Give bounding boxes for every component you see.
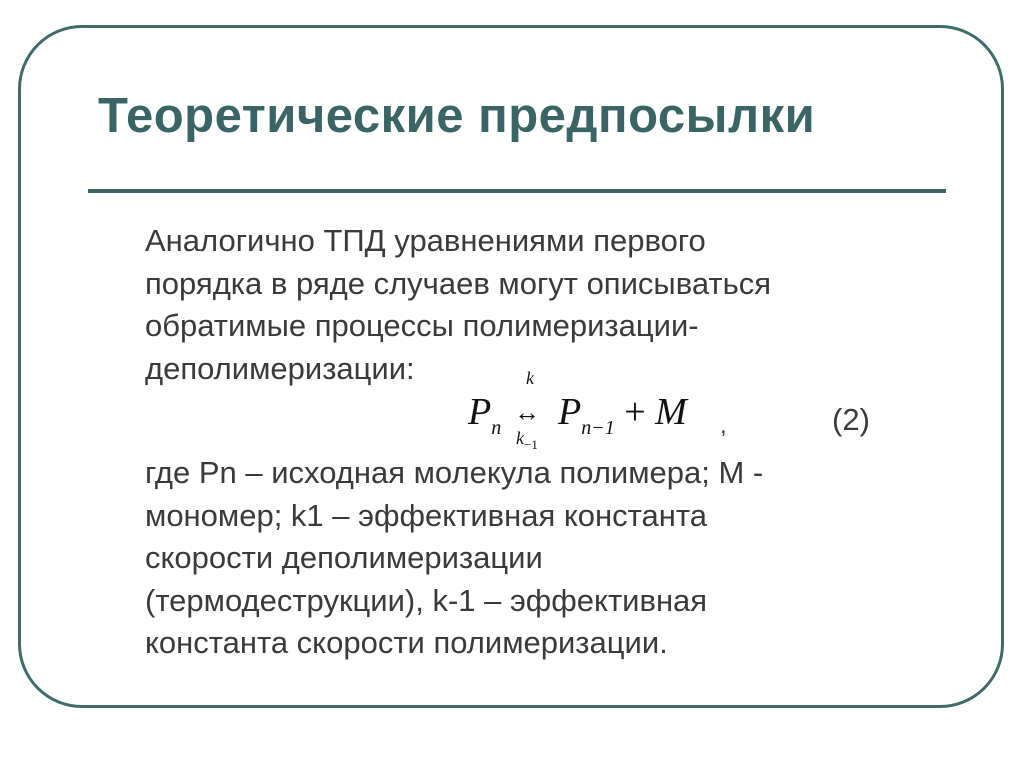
- formula-lhs: [468, 390, 502, 439]
- formula-monomer: M: [655, 391, 687, 433]
- explanation-line: мономер; k1 – эффективная константа: [145, 497, 707, 533]
- formula-lhs-subscript: n: [491, 417, 502, 439]
- rate-constant-forward: k: [526, 368, 534, 388]
- equilibrium-formula: [462, 368, 782, 460]
- slide-title: Теоретические предпосылки: [98, 89, 816, 143]
- formula-lhs-symbol: P: [468, 391, 492, 433]
- formula-rhs-symbol: P: [558, 391, 582, 433]
- explanation-line: где Pn – исходная молекула полимера; M -: [145, 455, 764, 490]
- intro-line: порядка в ряде случаев могут описываться: [145, 265, 772, 301]
- intro-line: обратимые процессы полимеризации-: [145, 308, 699, 343]
- reversible-arrow-icon: ↔: [514, 398, 540, 427]
- title-underline: [88, 189, 946, 193]
- formula-plus: +: [624, 391, 646, 433]
- equation-number: (2): [832, 402, 870, 437]
- rate-constant-reverse-symbol: k: [516, 428, 524, 448]
- formula-rhs: [558, 390, 687, 439]
- rate-constant-reverse-subscript: −1: [524, 437, 538, 452]
- intro-paragraph: [145, 220, 925, 390]
- explanation-paragraph: [145, 452, 925, 665]
- explanation-line: константа скорости полимеризации.: [145, 625, 668, 660]
- formula-rhs-subscript: n−1: [581, 417, 615, 439]
- rate-constant-reverse: [516, 428, 538, 452]
- explanation-line: скорости деполимеризации: [145, 540, 543, 575]
- intro-line: Аналогично ТПД уравнениями первого: [145, 223, 706, 258]
- intro-line: деполимеризации:: [145, 350, 415, 386]
- formula-comma: ,: [720, 412, 727, 439]
- explanation-line: (термодеструкции), k-1 – эффективная: [145, 582, 708, 618]
